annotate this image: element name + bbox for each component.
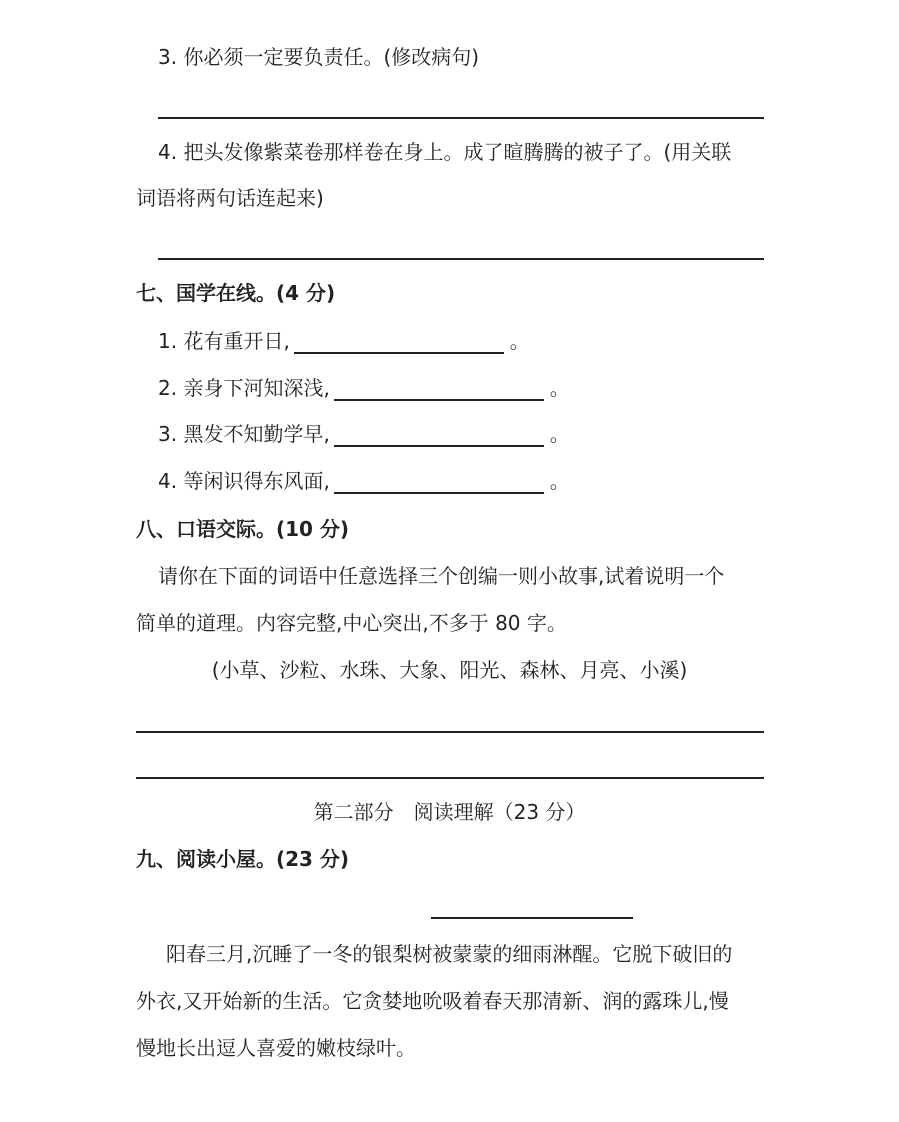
passage-line-2: 外衣,又开始新的生活。它贪婪地吮吸着春天那清新、润的露珠儿,慢 — [136, 989, 729, 1013]
question-6-4-line2: 词语将两句话连起来) — [136, 186, 324, 210]
passage-line-3: 慢地长出逗人喜爱的嫩枝绿叶。 — [136, 1036, 416, 1060]
poem-item-2 — [158, 375, 570, 401]
poem-item-1-text: 1. 花有重开日, — [158, 329, 290, 353]
section-8-word-list: (小草、沙粒、水珠、大象、阳光、森林、月亮、小溪) — [211, 658, 688, 682]
poem-blank-1[interactable] — [294, 330, 504, 354]
poem-blank-4[interactable] — [334, 470, 544, 494]
answer-line-6-4[interactable] — [158, 258, 764, 260]
section-9-title: 九、阅读小屋。(23 分) — [136, 847, 350, 871]
poem-blank-3[interactable] — [334, 423, 544, 447]
poem-item-1 — [158, 328, 530, 354]
poem-item-4-text: 4. 等闲识得东风面, — [158, 469, 330, 493]
question-6-3: 3. 你必须一定要负责任。(修改病句) — [158, 45, 480, 69]
answer-line-8-1[interactable] — [136, 731, 764, 733]
passage-line-1: 阳春三月,沉睡了一冬的银梨树被蒙蒙的细雨淋醒。它脱下破旧的 — [166, 942, 733, 966]
answer-line-8-2[interactable] — [136, 777, 764, 779]
poem-item-2-text: 2. 亲身下河知深浅, — [158, 376, 330, 400]
poem-item-2-end: 。 — [549, 376, 570, 400]
section-8-prompt-line1: 请你在下面的词语中任意选择三个创编一则小故事,试着说明一个 — [158, 564, 725, 588]
answer-line-6-3[interactable] — [158, 117, 764, 119]
section-8-title: 八、口语交际。(10 分) — [136, 517, 350, 541]
poem-item-3-end: 。 — [549, 422, 570, 446]
poem-item-4-end: 。 — [549, 469, 570, 493]
poem-item-4 — [158, 468, 570, 494]
section-7-title: 七、国学在线。(4 分) — [136, 281, 336, 305]
section-8-prompt-line2: 简单的道理。内容完整,中心突出,不多于 80 字。 — [136, 611, 567, 635]
poem-item-1-end: 。 — [509, 329, 530, 353]
part-2-title: 第二部分 阅读理解（23 分） — [313, 800, 586, 824]
poem-item-3 — [158, 421, 570, 447]
question-6-4-line1: 4. 把头发像紫菜卷那样卷在身上。成了暄腾腾的被子了。(用关联 — [158, 140, 732, 164]
poem-item-3-text: 3. 黑发不知勤学早, — [158, 422, 330, 446]
poem-blank-2[interactable] — [334, 377, 544, 401]
passage-title-blank[interactable] — [431, 917, 633, 919]
